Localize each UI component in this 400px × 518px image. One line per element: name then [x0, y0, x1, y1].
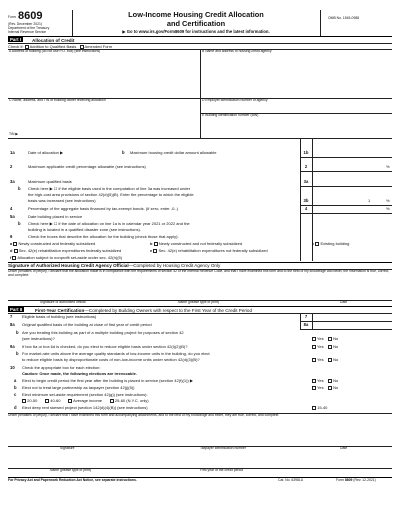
instructions-link[interactable]: ▶ Go to www.irs.gov/Form8609 for instructions and the latest information.: [122, 29, 270, 34]
sig1-date-label: Date: [340, 300, 348, 304]
line-10b-yes-label: Yes: [317, 385, 324, 391]
line-6f-checkbox[interactable]: [12, 256, 16, 260]
pct-4: %: [386, 206, 390, 211]
line-8b-yesno: [312, 337, 338, 342]
sig2-perjury: Under penalties of perjury, I declare that I have examined this form and accompanying attachments, and to the best of my knowledge and belief, they are true, correct, and complete.: [8, 413, 280, 417]
line-3a-num: 3a: [10, 179, 15, 184]
rule-3a: [300, 186, 392, 187]
field-c-label: C Name, address, and TIN of building owner receiving allocation: [9, 98, 106, 102]
line-6f-label: Allocation subject to nonprofit set-aside under sec. 42(h)(5): [17, 255, 123, 261]
box-2: 2: [304, 164, 308, 169]
rule-2: [300, 171, 392, 172]
line-10a-yesno: [312, 379, 338, 384]
line-3b-num: b: [18, 186, 21, 191]
setaside-20-50-label: 20-50: [27, 398, 38, 404]
setaside-average-label: Average income: [73, 398, 103, 404]
line-10-text: Check the appropriate box for each election:: [22, 365, 101, 370]
line-9b-num: b: [16, 351, 19, 356]
line-10a-yes-label: Yes: [317, 378, 324, 384]
line-6b-label: Newly constructed and not federally subsidized: [158, 241, 243, 247]
box-4: 4: [304, 206, 308, 211]
part1-label-wrap: [8, 37, 23, 43]
setaside-20-50-checkbox[interactable]: [22, 399, 26, 403]
part1-title: Allocation of Credit: [32, 37, 75, 43]
line-7-num: 7: [10, 314, 13, 319]
line-5b-text2: building is located in a qualified disaster zone (see instructions).: [28, 227, 141, 232]
line-6d-row: d Sec. 42(e) rehabilitation expenditures federally subsidized: [10, 248, 122, 254]
line-2-text: Maximum applicable credit percentage allowable (see instructions): [28, 164, 146, 169]
one-3b: 1: [368, 198, 371, 203]
line-5b-num: b: [18, 221, 21, 226]
sig2-first-year-label: First year of the credit period: [200, 468, 244, 472]
line-5a-num: 5a: [10, 214, 15, 219]
line-10a-no-checkbox[interactable]: [328, 379, 332, 383]
part2-label-wrap: [8, 307, 24, 313]
line-9b-text2: to reduce eligible basis by disproportionate costs of non-low-income units under section 42(d)(3)(B)?: [22, 357, 200, 362]
part2-title: First-Year Certification: [35, 307, 85, 313]
footer-form-word: Form: [336, 478, 344, 482]
rule-4: [300, 213, 392, 214]
line-8a-text: Original qualified basis of the building at close of first year of credit period: [22, 322, 152, 327]
line-8b-no-label: No: [333, 336, 339, 342]
rule-1b: [300, 157, 392, 158]
line-6c-checkbox[interactable]: [315, 242, 319, 246]
line-9b-yes-checkbox[interactable]: [312, 358, 316, 362]
sig2-signature-label: Signature: [60, 446, 75, 450]
line-6c-row: c Existing building: [312, 241, 350, 247]
box-1b: 1b: [303, 150, 309, 155]
line-9b-text1: For market-rate units above the average quality standards of low-income units in the building, do you elect: [22, 351, 210, 356]
line-10a-no-label: No: [333, 378, 339, 384]
line-1b-num: b: [122, 150, 125, 155]
line-7-text: Eligible basis of building (see instructions): [22, 314, 97, 319]
rule-7: [300, 321, 392, 322]
line-10a-yes-checkbox[interactable]: [312, 379, 316, 383]
deep-rent-15-40-label: 15-40: [317, 405, 328, 411]
addition-label: Addition to Qualified Basis: [29, 43, 77, 49]
line-10c-options: [22, 399, 149, 404]
line-10a-num: a: [14, 378, 17, 383]
field-a-label: A Address of building (do not use P.O. box) (see instructions): [9, 49, 101, 53]
line-6a-row: a Newly constructed and federally subsidized: [10, 241, 96, 247]
line-1b-text: Maximum housing credit dollar amount allowable: [130, 150, 217, 155]
line-3b-text3: basis was increased (see instructions): [28, 198, 96, 203]
box-7: 7: [304, 314, 308, 319]
line-10b-num: b: [14, 385, 17, 390]
line-1a-text: Date of allocation ▶: [28, 150, 64, 155]
line-8b-text2: (see instructions)?: [22, 336, 55, 341]
line-9a-no-checkbox[interactable]: [328, 345, 332, 349]
line-9a-yes-checkbox[interactable]: [312, 345, 316, 349]
sig1-perjury: Under penalties of perjury, I declare that the allocation made is in compliance with the requirements of section 42 of the Internal Revenue Code, and that I have examined this form and to the best of my knowledge and belief, the information is true, correct, and complete.: [8, 269, 390, 277]
sig2-tin-label: Taxpayer identification number: [200, 446, 246, 450]
setaside-nyc-label: 25-60 (N.Y.C. only): [114, 398, 149, 404]
rule-lines-start: [8, 138, 392, 139]
line-9a-no-label: No: [333, 344, 339, 350]
pct-2: %: [386, 164, 390, 169]
rule-3b: [300, 205, 392, 206]
part1-label: Part I: [10, 37, 21, 42]
line-4-num: 4: [10, 206, 13, 211]
line-10b-no-checkbox[interactable]: [328, 386, 332, 390]
sig1-heading-row: [8, 263, 220, 268]
footer-cat: Cat. No. 63981U: [278, 478, 304, 482]
addition-checkbox[interactable]: [25, 45, 29, 49]
line-8b-yes-checkbox[interactable]: [312, 337, 316, 341]
footer-notice: For Privacy Act and Paperwork Reduction Act Notice, see separate instructions.: [8, 478, 137, 482]
footer-form: [336, 479, 376, 483]
field-b-label: B Name and address of housing credit agency: [202, 49, 272, 53]
check-if-label: Check if:: [8, 43, 24, 49]
amended-checkbox[interactable]: [80, 45, 84, 49]
line-6f-row: f Allocation subject to nonprofit set-aside under sec. 42(h)(5): [10, 255, 123, 261]
line-10-caution: Caution: Once made, the following elections are irrevocable.: [22, 371, 137, 376]
line-8b-no-checkbox[interactable]: [328, 337, 332, 341]
form-title-line2: and Certification: [166, 19, 226, 28]
line-10d-option: [312, 406, 327, 411]
line-6d-label: Sec. 42(e) rehabilitation expenditures federally subsidized: [18, 248, 122, 254]
setaside-nyc-checkbox[interactable]: [110, 399, 114, 403]
line-8a-num: 8a: [10, 322, 15, 327]
line-1a-num: 1a: [10, 150, 15, 155]
form-number: 8609: [18, 10, 43, 22]
setaside-40-60-checkbox[interactable]: [45, 399, 49, 403]
line-6c-label: Existing building: [320, 241, 350, 247]
line-6d-checkbox[interactable]: [14, 249, 18, 253]
line-3b-text1: Check here ▶ ☐ if the eligible basis used in the computation of line 3a was increased under: [28, 186, 191, 191]
line-6e-checkbox[interactable]: [153, 249, 157, 253]
line-6e-label: Sec. 42(e) rehabilitation expenditures not federally subsidized: [158, 248, 268, 254]
line-10c-text: Elect minimum set-aside requirement (section 42(g)) (see instructions):: [22, 392, 148, 397]
department: Department of the Treasury: [8, 26, 50, 30]
line-6b-row: b Newly constructed and not federally subsidized: [150, 241, 243, 247]
line-9b-no-checkbox[interactable]: [328, 358, 332, 362]
line-10-num: 10: [10, 365, 15, 370]
line-8b-text1: Are you treating this building as part of a multiple building project for purposes of section 42: [22, 330, 184, 335]
line-10d-text: Elect deep rent skewed project (section 142(d)(4)(B)) (see instructions): [22, 405, 148, 410]
footer-form-number: 8609: [344, 478, 353, 482]
line-9b-yesno: [312, 358, 338, 363]
line-10d-num: d: [14, 405, 17, 410]
line-10b-yesno: [312, 386, 338, 391]
line-8b-num: b: [16, 330, 19, 335]
line-9b-no-label: No: [333, 357, 339, 363]
omb-number: OMB No. 1545-0988: [328, 16, 360, 20]
part2-label: Part II: [10, 307, 23, 312]
amended-label: Amended Form: [84, 43, 113, 49]
line-2-num: 2: [10, 164, 13, 169]
agency: Internal Revenue Service: [8, 30, 47, 34]
box-3b: 3b: [303, 198, 309, 203]
sig1-heading: Signature of Authorized Housing Credit Agency Official: [8, 263, 129, 268]
part2-title-rest: —Completed by Building Owners with respect to the First Year of the Credit Period: [84, 307, 253, 313]
setaside-average-checkbox[interactable]: [68, 399, 72, 403]
line-4-text: Percentage of the aggregate basis financed by tax-exempt bonds. (If zero, enter -0-.): [28, 206, 179, 211]
header-divider-right: [320, 10, 321, 36]
line-5a-text: Date building placed in service: [28, 214, 83, 219]
setaside-40-60-label: 40-60: [50, 398, 61, 404]
line-3b-text2: the high-cost area provisions of section 42(d)(5)(B). Enter the percentage to which the eligible: [28, 192, 194, 197]
line-10c-num: c: [14, 392, 17, 397]
line-6-text: Check the boxes that describe the allocation for the building (check those that apply):: [28, 234, 179, 239]
line-9a-yesno: [312, 345, 338, 350]
line-9a-text: If box 6a or box 6d is checked, do you elect to reduce eligible basis under section 42(i)(2)(B)?: [22, 344, 188, 349]
form-word: Form: [8, 15, 16, 19]
line-6-num: 6: [10, 234, 13, 239]
deep-rent-15-40-checkbox[interactable]: [312, 406, 316, 410]
rule-8a: [300, 329, 392, 330]
sig1-name-label: Name (please type or print): [178, 300, 220, 304]
sig1-heading-rest: —Completed by Housing Credit Agency Only: [128, 263, 221, 268]
line-9b-yes-label: Yes: [317, 357, 324, 363]
tin-label: TIN ▶: [9, 132, 19, 136]
line-5b-text1: Check here ▶ ☐ if the date of allocation on line 1a is in calendar year 2021 or 2022 and the: [28, 221, 190, 226]
line-10b-text: Elect not to treat large partnership as taxpayer (section 42(j)(5)): [22, 385, 135, 390]
field-e-label: E Building identification number (BIN): [202, 113, 259, 117]
line-9a-num: 9a: [10, 344, 15, 349]
footer-rev: (Rev. 12-2021): [353, 478, 376, 482]
sig2-name-label: Name (please type or print): [50, 468, 92, 472]
line-6a-label: Newly constructed and federally subsidized: [18, 241, 96, 247]
line-3a-text: Maximum qualified basis: [28, 179, 72, 184]
sig1-sig-label: Signature of authorized official: [40, 300, 86, 304]
line-10b-no-label: No: [333, 385, 339, 391]
revision-date: (Rev. December 2021): [8, 22, 43, 26]
field-d-label: D Employer identification number of agency: [202, 98, 268, 102]
box-8a: 8a: [303, 322, 309, 327]
sig2-date-label: Date: [340, 446, 348, 450]
line-6a-checkbox[interactable]: [13, 242, 17, 246]
pct-3b: %: [386, 198, 390, 203]
form-title-line1: Low-Income Housing Credit Allocation: [128, 10, 264, 19]
box-3a: 3a: [303, 179, 309, 184]
part2-title-row: [35, 308, 252, 313]
line-10a-text: Elect to begin credit period the first year after the building is placed in service (section 42(f)(1)) ▶: [22, 378, 193, 383]
line-8b-yes-label: Yes: [317, 336, 324, 342]
line-9a-yes-label: Yes: [317, 344, 324, 350]
line-10b-yes-checkbox[interactable]: [312, 386, 316, 390]
part1-col-divider: [200, 49, 201, 138]
line-6e-row: e Sec. 42(e) rehabilitation expenditures not federally subsidized: [150, 248, 268, 254]
line-6b-checkbox[interactable]: [154, 242, 158, 246]
